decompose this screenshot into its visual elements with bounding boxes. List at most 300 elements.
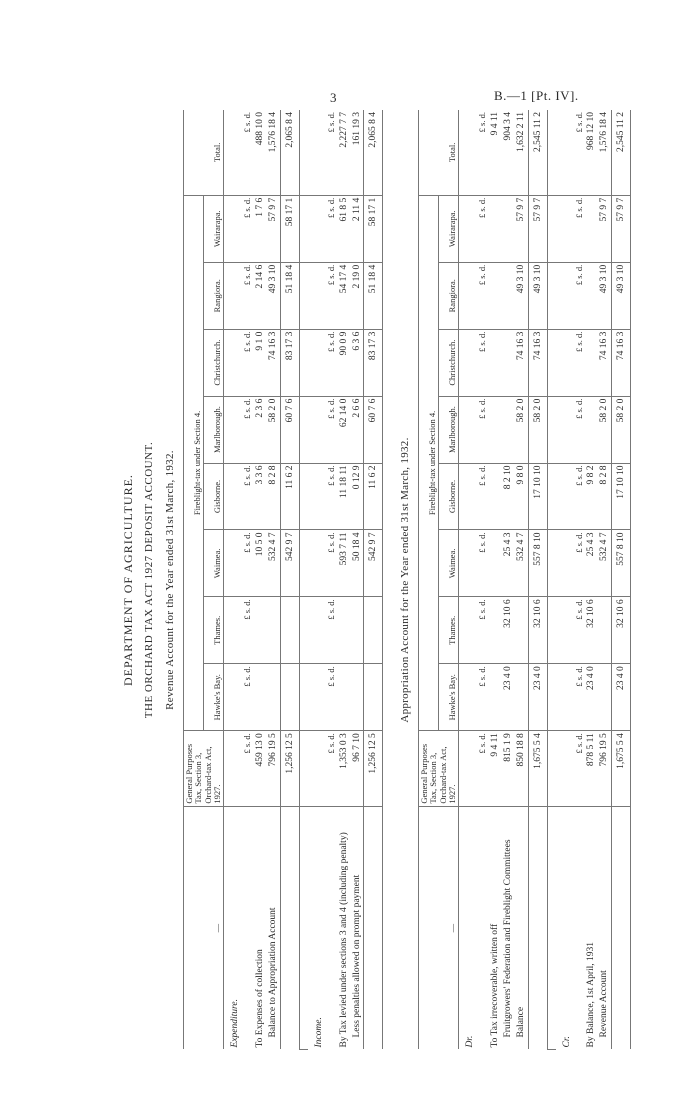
amount-cell: 1,576 18 4 <box>267 110 280 195</box>
total-amount-cell: 542 9 7 <box>280 530 299 597</box>
amount-cell: 3 3 6 <box>254 463 267 530</box>
empty-cell <box>224 597 242 664</box>
units-cell: £ s. d. <box>326 463 338 530</box>
amount-cell: 488 10 0 <box>254 110 267 195</box>
amount-cell <box>502 262 515 329</box>
units-cell: £ s. d. <box>242 597 254 664</box>
spacer-cell <box>299 731 308 806</box>
empty-cell <box>224 530 242 597</box>
empty-cell <box>459 530 477 597</box>
amount-cell: 904 3 4 <box>502 110 515 195</box>
total-amount-cell: 557 8 10 <box>528 530 547 597</box>
spacer-cell <box>299 329 308 396</box>
units-cell: £ s. d. <box>477 195 489 262</box>
amount-cell <box>515 597 528 664</box>
row-label: Fruitgrowers' Federation and Fireblight Committees <box>502 839 513 1038</box>
general-purposes-header: General Purposes Tax, Section 3, Orchard-tax Act, 1927. <box>184 731 224 806</box>
empty-cell <box>308 195 326 262</box>
total-amount-cell: 57 9 7 <box>612 195 631 262</box>
amount-cell <box>338 664 351 731</box>
total-header: Total. <box>184 110 224 195</box>
spacer-cell <box>299 806 308 1049</box>
total-amount-cell: 49 3 10 <box>612 262 631 329</box>
amount-cell: 32 10 6 <box>585 597 598 664</box>
empty-cell <box>459 664 477 731</box>
amount-cell: 2 14 6 <box>254 262 267 329</box>
units-cell: £ s. d. <box>574 664 586 731</box>
total-amount-cell: 17 10 10 <box>528 463 547 530</box>
amount-cell: 9 1 0 <box>254 329 267 396</box>
amount-cell: 54 17 4 <box>338 262 351 329</box>
amount-cell: 796 19 5 <box>598 731 611 806</box>
spacer-cell <box>299 110 308 195</box>
spacer-cell <box>547 329 556 396</box>
gisborne-header: Gisborne. <box>439 463 459 530</box>
dr-section-label: Dr. <box>465 1035 476 1048</box>
amount-cell: 532 4 7 <box>267 530 280 597</box>
row-label: Less penalties allowed on prompt payment <box>351 874 362 1038</box>
spacer-cell <box>547 731 556 806</box>
amount-cell <box>489 530 502 597</box>
total-label-cell <box>612 806 631 1049</box>
empty-cell <box>556 463 574 530</box>
amount-cell: 9 8 0 <box>515 463 528 530</box>
units-cell: £ s. d. <box>242 731 254 806</box>
total-amount-cell: 74 16 3 <box>612 329 631 396</box>
units-cell: £ s. d. <box>326 110 338 195</box>
amount-cell <box>489 262 502 329</box>
units-row <box>477 110 489 1050</box>
total-row <box>280 110 299 1050</box>
spacer-cell <box>547 597 556 664</box>
units-cell: £ s. d. <box>326 664 338 731</box>
total-amount-cell: 57 9 7 <box>528 195 547 262</box>
page-reference: B.—1 [Pt. IV]. <box>494 88 579 103</box>
total-amount-cell: 58 17 1 <box>364 195 383 262</box>
total-amount-cell: 1,675 5 4 <box>528 731 547 806</box>
amount-cell <box>489 195 502 262</box>
amount-cell: 1,353 0 3 <box>338 731 351 806</box>
amount-cell: 57 9 7 <box>267 195 280 262</box>
blank-header: — <box>184 806 224 1049</box>
spacer-cell <box>547 806 556 1049</box>
total-amount-cell: 58 17 1 <box>280 195 299 262</box>
units-cell: £ s. d. <box>326 396 338 463</box>
amount-cell <box>338 597 351 664</box>
amount-cell: 2 11 4 <box>351 195 364 262</box>
units-row <box>574 110 586 1050</box>
amount-cell: 23 4 0 <box>585 664 598 731</box>
total-amount-cell: 32 10 6 <box>528 597 547 664</box>
christchurch-header: Christchurch. <box>204 329 224 396</box>
total-row <box>612 110 631 1050</box>
dr-section <box>459 110 477 1050</box>
total-amount-cell: 11 6 2 <box>364 463 383 530</box>
rangiora-header: Rangiora. <box>439 262 459 329</box>
blank-header: — <box>419 806 459 1049</box>
units-cell: £ s. d. <box>326 530 338 597</box>
revenue-account-heading: Revenue Account for the Year ended 31st March, 1932. <box>164 450 177 710</box>
units-cell: £ s. d. <box>326 597 338 664</box>
amount-cell: 2 3 6 <box>254 396 267 463</box>
total-amount-cell: 83 17 3 <box>280 329 299 396</box>
spacer-cell <box>547 262 556 329</box>
units-cell: £ s. d. <box>242 195 254 262</box>
general-purposes-header: General Purposes Tax, Section 3, Orchard-tax Act, 1927. <box>419 731 459 806</box>
amount-cell: 6 3 6 <box>351 329 364 396</box>
spacer-row <box>547 110 556 1050</box>
empty-cell <box>308 396 326 463</box>
units-cell: £ s. d. <box>326 329 338 396</box>
amount-cell: 49 3 10 <box>267 262 280 329</box>
row-label: Balance to Appropriation Account <box>268 907 279 1038</box>
row-label: To Tax irrecoverable, written off <box>490 923 501 1048</box>
amount-cell <box>489 597 502 664</box>
units-cell: £ s. d. <box>242 664 254 731</box>
hawkes-bay-header: Hawke's Bay. <box>204 664 224 731</box>
units-cell: £ s. d. <box>477 530 489 597</box>
amount-cell <box>585 195 598 262</box>
cr-section <box>556 110 574 1050</box>
empty-cell <box>556 329 574 396</box>
units-cell: £ s. d. <box>242 530 254 597</box>
units-cell: £ s. d. <box>574 463 586 530</box>
spacer-cell <box>299 530 308 597</box>
amount-cell: 1,576 18 4 <box>598 110 611 195</box>
account-row <box>254 110 267 1050</box>
amount-cell: 850 18 8 <box>515 731 528 806</box>
amount-cell <box>598 664 611 731</box>
units-cell: £ s. d. <box>574 110 586 195</box>
row-label: By Tax levied under sections 3 and 4 (including penalty) <box>338 832 349 1048</box>
amount-cell <box>267 664 280 731</box>
amount-cell: 8 2 8 <box>598 463 611 530</box>
empty-cell <box>556 597 574 664</box>
wairarapa-header: Wairarapa. <box>204 195 224 262</box>
amount-cell: 58 2 0 <box>598 396 611 463</box>
empty-cell <box>459 262 477 329</box>
gisborne-header: Gisborne. <box>204 463 224 530</box>
total-amount-cell: 74 16 3 <box>528 329 547 396</box>
total-amount-cell <box>364 597 383 664</box>
empty-cell <box>224 396 242 463</box>
amount-cell: 49 3 10 <box>598 262 611 329</box>
spacer-cell <box>547 195 556 262</box>
account-row <box>585 110 598 1050</box>
empty-cell <box>459 731 477 806</box>
empty-cell <box>556 195 574 262</box>
empty-cell <box>308 110 326 195</box>
amount-cell <box>502 396 515 463</box>
total-amount-cell: 557 8 10 <box>612 530 631 597</box>
total-amount-cell: 2,065 8 4 <box>280 110 299 195</box>
cr-section-label: Cr. <box>561 1036 572 1048</box>
empty-cell <box>308 597 326 664</box>
amount-cell: 9 4 11 <box>489 110 502 195</box>
units-cell: £ s. d. <box>242 329 254 396</box>
empty-cell <box>224 463 242 530</box>
thames-header: Thames. <box>204 597 224 664</box>
amount-cell <box>502 329 515 396</box>
amount-cell: 57 9 7 <box>515 195 528 262</box>
fireblight-header: Fireblight-tax under Section 4. <box>419 195 439 730</box>
row-label: By Balance, 1st April, 1931 <box>586 941 597 1048</box>
amount-cell <box>489 329 502 396</box>
amount-cell <box>502 195 515 262</box>
total-amount-cell: 23 4 0 <box>612 664 631 731</box>
spacer-cell <box>299 195 308 262</box>
empty-cell <box>459 463 477 530</box>
total-amount-cell <box>364 664 383 731</box>
total-amount-cell: 17 10 10 <box>612 463 631 530</box>
amount-cell: 25 4 3 <box>585 530 598 597</box>
total-amount-cell <box>280 597 299 664</box>
amount-cell <box>489 463 502 530</box>
rangiora-header: Rangiora. <box>204 262 224 329</box>
units-cell: £ s. d. <box>477 731 489 806</box>
amount-cell: 2 6 6 <box>351 396 364 463</box>
total-amount-cell: 58 2 0 <box>612 396 631 463</box>
empty-cell <box>308 329 326 396</box>
units-cell: £ s. d. <box>242 396 254 463</box>
total-label-cell <box>280 806 299 1049</box>
amount-cell: 815 1 9 <box>502 731 515 806</box>
units-cell: £ s. d. <box>477 329 489 396</box>
spacer-cell <box>299 463 308 530</box>
amount-cell: 968 12 10 <box>585 110 598 195</box>
empty-cell <box>556 110 574 195</box>
amount-cell <box>267 597 280 664</box>
spacer-cell <box>547 530 556 597</box>
amount-cell <box>489 396 502 463</box>
empty-cell <box>308 530 326 597</box>
thames-header: Thames. <box>439 597 459 664</box>
units-cell: £ s. d. <box>242 110 254 195</box>
empty-cell <box>459 396 477 463</box>
empty-cell <box>224 731 242 806</box>
amount-cell: 50 18 4 <box>351 530 364 597</box>
appropriation-account-body <box>459 110 631 1050</box>
units-cell: £ s. d. <box>477 597 489 664</box>
total-amount-cell: 1,675 5 4 <box>612 731 631 806</box>
total-amount-cell: 2,545 11 2 <box>528 110 547 195</box>
amount-cell <box>585 262 598 329</box>
total-label-cell <box>364 806 383 1049</box>
amount-cell: 25 4 3 <box>502 530 515 597</box>
amount-cell: 96 7 10 <box>351 731 364 806</box>
units-cell: £ s. d. <box>326 195 338 262</box>
amount-cell <box>489 664 502 731</box>
account-row <box>338 110 351 1050</box>
empty-cell <box>459 195 477 262</box>
empty-cell <box>556 664 574 731</box>
spacer-row <box>299 110 308 1050</box>
amount-cell: 9 4 11 <box>489 731 502 806</box>
amount-cell <box>254 664 267 731</box>
total-amount-cell <box>280 664 299 731</box>
empty-cell <box>308 731 326 806</box>
amount-cell: 2 19 0 <box>351 262 364 329</box>
amount-cell: 32 10 6 <box>502 597 515 664</box>
empty-cell <box>556 396 574 463</box>
total-amount-cell: 58 2 0 <box>528 396 547 463</box>
row-label: To Expenses of collection <box>255 949 266 1048</box>
page-number: 3 <box>330 90 337 105</box>
empty-cell <box>308 463 326 530</box>
amount-cell: 878 5 11 <box>585 731 598 806</box>
units-cell: £ s. d. <box>326 731 338 806</box>
empty-cell <box>459 329 477 396</box>
empty-cell <box>224 262 242 329</box>
expenditure-section-label: Expenditure. <box>230 999 241 1048</box>
total-amount-cell: 23 4 0 <box>528 664 547 731</box>
empty-cell <box>308 262 326 329</box>
units-cell: £ s. d. <box>477 396 489 463</box>
amount-cell: 90 0 9 <box>338 329 351 396</box>
account-row <box>489 110 502 1050</box>
total-amount-cell: 1,256 12 5 <box>280 731 299 806</box>
wairarapa-header: Wairarapa. <box>439 195 459 262</box>
row-label: Revenue Account <box>599 970 610 1038</box>
account-row <box>515 110 528 1050</box>
amount-cell: 62 14 0 <box>338 396 351 463</box>
empty-cell <box>224 110 242 195</box>
amount-cell: 8 2 10 <box>502 463 515 530</box>
amount-cell: 61 8 5 <box>338 195 351 262</box>
row-label: Balance <box>515 1006 526 1038</box>
hawkes-bay-header: Hawke's Bay. <box>439 664 459 731</box>
amount-cell: 58 2 0 <box>267 396 280 463</box>
spacer-cell <box>299 664 308 731</box>
amount-cell: 58 2 0 <box>515 396 528 463</box>
amount-cell: 532 4 7 <box>515 530 528 597</box>
units-cell: £ s. d. <box>477 262 489 329</box>
amount-cell: 1 7 6 <box>254 195 267 262</box>
account-row <box>267 110 280 1050</box>
total-amount-cell: 60 7 6 <box>364 396 383 463</box>
spacer-cell <box>547 396 556 463</box>
christchurch-header: Christchurch. <box>439 329 459 396</box>
units-cell: £ s. d. <box>574 530 586 597</box>
units-cell: £ s. d. <box>477 664 489 731</box>
units-label-cell <box>242 806 254 1049</box>
account-row <box>598 110 611 1050</box>
empty-cell <box>459 110 477 195</box>
units-cell: £ s. d. <box>574 396 586 463</box>
empty-cell <box>224 329 242 396</box>
empty-cell <box>556 530 574 597</box>
units-cell: £ s. d. <box>477 110 489 195</box>
spacer-cell <box>299 597 308 664</box>
total-amount-cell: 542 9 7 <box>364 530 383 597</box>
fireblight-header: Fireblight-tax under Section 4. <box>184 195 204 730</box>
amount-cell: 9 8 2 <box>585 463 598 530</box>
amount-cell: 74 16 3 <box>598 329 611 396</box>
amount-cell: 74 16 3 <box>267 329 280 396</box>
empty-cell <box>308 664 326 731</box>
empty-cell <box>224 195 242 262</box>
amount-cell <box>598 597 611 664</box>
total-amount-cell: 51 18 4 <box>364 262 383 329</box>
income-section <box>308 110 326 1050</box>
spacer-cell <box>547 463 556 530</box>
revenue-account-body <box>224 110 383 1050</box>
units-cell: £ s. d. <box>242 262 254 329</box>
amount-cell <box>585 329 598 396</box>
amount-cell: 10 5 0 <box>254 530 267 597</box>
amount-cell: 161 19 3 <box>351 110 364 195</box>
amount-cell: 23 4 0 <box>502 664 515 731</box>
marlborough-header: Marlborough. <box>439 396 459 463</box>
account-row <box>351 110 364 1050</box>
total-amount-cell: 32 10 6 <box>612 597 631 664</box>
total-amount-cell: 49 3 10 <box>528 262 547 329</box>
amount-cell: 459 13 0 <box>254 731 267 806</box>
amount-cell: 532 4 7 <box>598 530 611 597</box>
empty-cell <box>556 731 574 806</box>
spacer-cell <box>547 110 556 195</box>
total-row <box>364 110 383 1050</box>
units-cell: £ s. d. <box>326 262 338 329</box>
units-cell: £ s. d. <box>574 329 586 396</box>
total-amount-cell: 60 7 6 <box>280 396 299 463</box>
amount-cell <box>585 396 598 463</box>
total-amount-cell: 51 18 4 <box>280 262 299 329</box>
units-label-cell <box>326 806 338 1049</box>
act-heading: THE ORCHARD TAX ACT 1927 DEPOSIT ACCOUNT. <box>142 441 155 719</box>
revenue-account-table <box>183 110 383 1050</box>
amount-cell <box>254 597 267 664</box>
empty-cell <box>224 664 242 731</box>
spacer-cell <box>299 262 308 329</box>
spacer-cell <box>299 396 308 463</box>
amount-cell: 0 12 9 <box>351 463 364 530</box>
amount-cell <box>351 597 364 664</box>
amount-cell: 796 19 5 <box>267 731 280 806</box>
rotated-document-body <box>120 110 627 1050</box>
amount-cell: 593 7 11 <box>338 530 351 597</box>
units-cell: £ s. d. <box>242 463 254 530</box>
appropriation-account-table <box>418 110 631 1050</box>
units-row <box>242 110 254 1050</box>
units-cell: £ s. d. <box>574 731 586 806</box>
total-amount-cell: 11 6 2 <box>280 463 299 530</box>
total-amount-cell: 2,545 11 2 <box>612 110 631 195</box>
units-cell: £ s. d. <box>477 463 489 530</box>
department-heading: DEPARTMENT OF AGRICULTURE. <box>121 474 135 686</box>
units-row <box>326 110 338 1050</box>
waimea-header: Waimea. <box>439 530 459 597</box>
amount-cell: 57 9 7 <box>598 195 611 262</box>
units-cell: £ s. d. <box>574 262 586 329</box>
empty-cell <box>459 597 477 664</box>
units-cell: £ s. d. <box>574 597 586 664</box>
amount-cell: 1,632 2 11 <box>515 110 528 195</box>
empty-cell <box>556 262 574 329</box>
total-label-cell <box>528 806 547 1049</box>
marlborough-header: Marlborough. <box>204 396 224 463</box>
waimea-header: Waimea. <box>204 530 224 597</box>
account-row <box>502 110 515 1050</box>
appropriation-account-heading: Appropriation Account for the Year ended 31st March, 1932. <box>399 437 412 723</box>
amount-cell <box>515 664 528 731</box>
amount-cell: 74 16 3 <box>515 329 528 396</box>
spacer-cell <box>547 664 556 731</box>
total-amount-cell: 83 17 3 <box>364 329 383 396</box>
total-amount-cell: 2,065 8 4 <box>364 110 383 195</box>
units-cell: £ s. d. <box>574 195 586 262</box>
amount-cell: 8 2 8 <box>267 463 280 530</box>
